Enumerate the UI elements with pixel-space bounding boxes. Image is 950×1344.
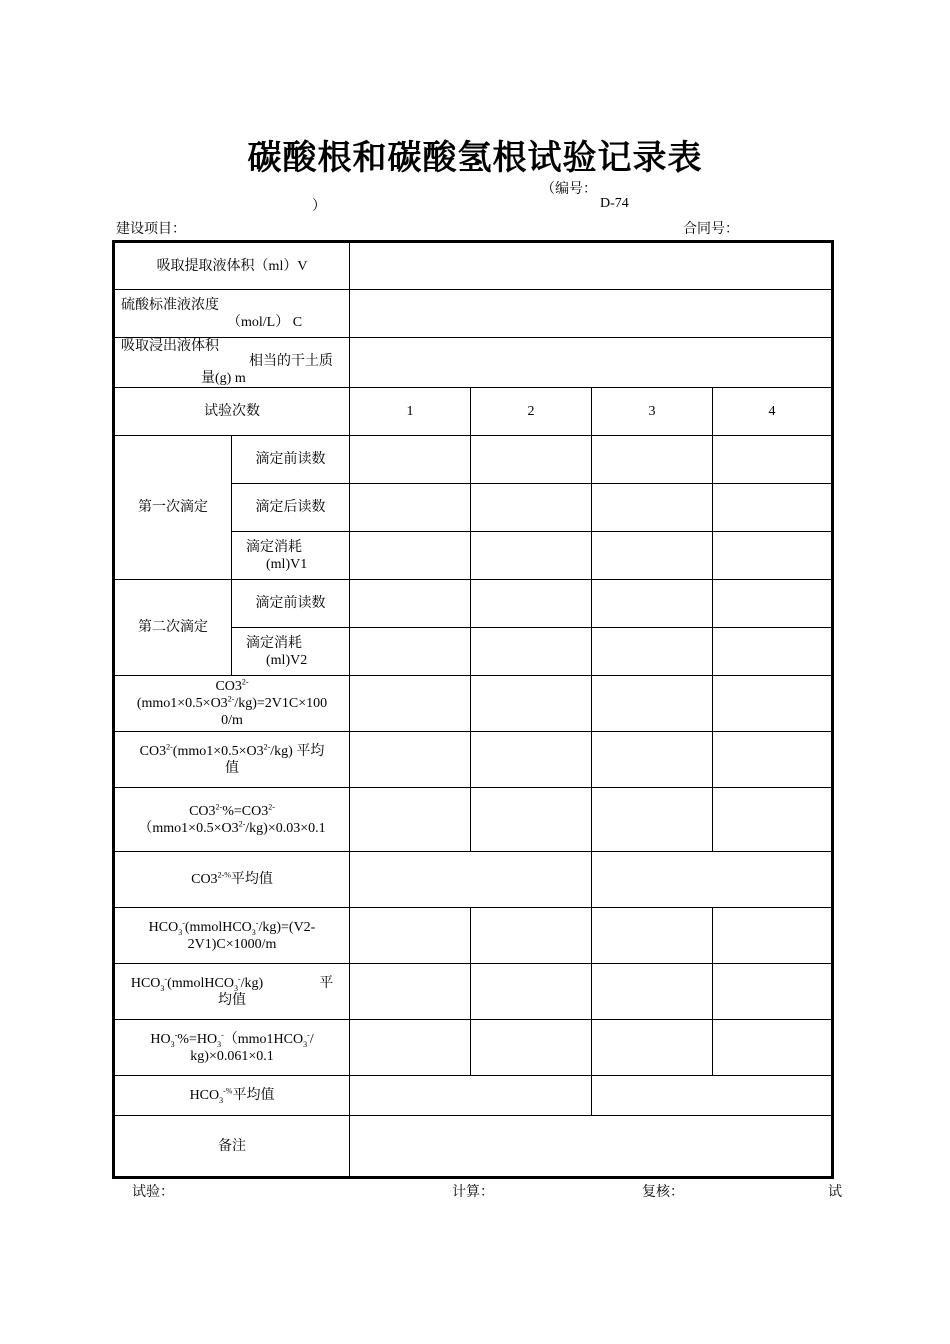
data-cell[interactable] xyxy=(713,1020,833,1076)
data-cell[interactable] xyxy=(592,908,713,964)
data-cell[interactable] xyxy=(350,1076,592,1116)
contract-label: 合同号： xyxy=(683,222,739,237)
remarks-value[interactable] xyxy=(350,1116,833,1178)
trial-number: 2 xyxy=(471,388,592,436)
footer-calc: 计算： xyxy=(452,1185,494,1200)
record-table xyxy=(112,240,834,1179)
project-label: 建设项目： xyxy=(116,222,186,237)
before-reading-label: 滴定前读数 xyxy=(232,436,350,484)
co3-percent-average-label: $CO3^{2-\%}$平均值 xyxy=(114,852,350,908)
co3-percent-label: $CO3^{2-}\%=CO3^{2-}$ $(mmo1\times 0.5\times O3^{2-}/kg)\times 0.03\times 0.1$ xyxy=(114,788,350,852)
data-cell[interactable] xyxy=(592,436,713,484)
data-cell[interactable] xyxy=(471,436,592,484)
data-cell[interactable] xyxy=(592,788,713,852)
co3-percent-row xyxy=(114,788,833,852)
data-cell[interactable] xyxy=(350,532,471,580)
data-cell[interactable] xyxy=(350,908,471,964)
data-cell[interactable] xyxy=(471,676,592,732)
data-cell[interactable] xyxy=(350,1020,471,1076)
data-cell[interactable] xyxy=(471,532,592,580)
after-reading-label: 滴定后读数 xyxy=(232,484,350,532)
before-reading-label: 滴定前读数 xyxy=(232,580,350,628)
hco3-percent-row xyxy=(114,1020,833,1076)
footer-test: 试验： xyxy=(132,1185,174,1200)
data-cell[interactable] xyxy=(592,964,713,1020)
data-cell[interactable] xyxy=(592,1076,833,1116)
data-cell[interactable] xyxy=(350,676,471,732)
leach-label: 吸取浸出液体积 相当的干土质 量(g) m xyxy=(114,338,350,388)
co3-formula-row xyxy=(114,676,833,732)
code-open: （编号： xyxy=(541,182,597,197)
data-cell[interactable] xyxy=(713,732,833,788)
data-cell[interactable] xyxy=(592,732,713,788)
acid-conc-value[interactable] xyxy=(350,290,833,338)
hco3-percent-label: $HO_3^-\%=HO_3^-(mmo1HCO_3^-/$ kg)×0.061×0.1 xyxy=(114,1020,350,1076)
data-cell[interactable] xyxy=(713,676,833,732)
data-cell[interactable] xyxy=(471,580,592,628)
hco3-average-row xyxy=(114,964,833,1020)
trial-count-label: 试验次数 xyxy=(114,388,350,436)
data-cell[interactable] xyxy=(350,732,471,788)
data-cell[interactable] xyxy=(471,908,592,964)
co3-average-label: $CO3^{2-}(mmo1\times 0.5\times O3^{2-}/kg)$ 平均 值 xyxy=(114,732,350,788)
data-cell[interactable] xyxy=(471,1020,592,1076)
extract-volume-label: 吸取提取液体积（ml）V xyxy=(114,242,350,290)
data-cell[interactable] xyxy=(713,484,833,532)
data-cell[interactable] xyxy=(592,852,833,908)
trial-number: 3 xyxy=(592,388,713,436)
second-before-row xyxy=(114,580,833,628)
trial-number: 4 xyxy=(713,388,833,436)
data-cell[interactable] xyxy=(713,908,833,964)
data-cell[interactable] xyxy=(592,1020,713,1076)
hco3-formula-row xyxy=(114,908,833,964)
hco3-formula-label: $HCO_3^-(mmolHCO_3^-/kg)=(V2-$ 2V1)C×1000/m xyxy=(114,908,350,964)
page-title: 碳酸根和碳酸氢根试验记录表 xyxy=(247,140,703,177)
hco3-percent-average-label: $HCO_3^{-\%}$平均值 xyxy=(114,1076,350,1116)
code-value: D-74 xyxy=(600,196,629,211)
data-cell[interactable] xyxy=(350,436,471,484)
data-cell[interactable] xyxy=(592,532,713,580)
extract-volume-value[interactable] xyxy=(350,242,833,290)
data-cell[interactable] xyxy=(713,436,833,484)
data-cell[interactable] xyxy=(713,580,833,628)
data-cell[interactable] xyxy=(592,676,713,732)
leach-row xyxy=(114,338,833,388)
acid-conc-row xyxy=(114,290,833,338)
second-titration-label: 第二次滴定 xyxy=(114,580,232,676)
data-cell[interactable] xyxy=(350,964,471,1020)
acid-conc-label: 硫酸标准液浓度 （mol/L） C xyxy=(114,290,350,338)
data-cell[interactable] xyxy=(350,852,592,908)
data-cell[interactable] xyxy=(713,532,833,580)
hco3-percent-average-row xyxy=(114,1076,833,1116)
leach-value[interactable] xyxy=(350,338,833,388)
data-cell[interactable] xyxy=(350,580,471,628)
data-cell[interactable] xyxy=(350,484,471,532)
remarks-row xyxy=(114,1116,833,1178)
data-cell[interactable] xyxy=(350,628,471,676)
first-before-row xyxy=(114,436,833,484)
code-close: ） xyxy=(312,199,326,214)
trial-count-row xyxy=(114,388,833,436)
co3-average-row xyxy=(114,732,833,788)
data-cell[interactable] xyxy=(350,788,471,852)
data-cell[interactable] xyxy=(713,788,833,852)
consumption-v1-label: 滴定消耗 (ml)V1 xyxy=(232,532,350,580)
data-cell[interactable] xyxy=(713,628,833,676)
data-cell[interactable] xyxy=(592,580,713,628)
footer-review: 复核： xyxy=(642,1185,684,1200)
extract-volume-row xyxy=(114,242,833,290)
hco3-average-label: $HCO_3^-(mmolHCO_3^-/kg)$ 平 均值 xyxy=(114,964,350,1020)
data-cell[interactable] xyxy=(471,484,592,532)
data-cell[interactable] xyxy=(471,964,592,1020)
consumption-v2-label: 滴定消耗 (ml)V2 xyxy=(232,628,350,676)
footer-cut: 试 xyxy=(828,1185,842,1200)
data-cell[interactable] xyxy=(713,964,833,1020)
trial-number: 1 xyxy=(350,388,471,436)
data-cell[interactable] xyxy=(471,732,592,788)
data-cell[interactable] xyxy=(592,484,713,532)
data-cell[interactable] xyxy=(471,628,592,676)
co3-formula-label: $CO3^{2-}$ $(mmo1\times 0.5\times O3^{2-}/kg)=2V1C\times 100$ 0/m xyxy=(114,676,350,732)
remarks-label: 备注 xyxy=(114,1116,350,1178)
data-cell[interactable] xyxy=(592,628,713,676)
first-titration-label: 第一次滴定 xyxy=(114,436,232,580)
co3-percent-average-row xyxy=(114,852,833,908)
data-cell[interactable] xyxy=(471,788,592,852)
